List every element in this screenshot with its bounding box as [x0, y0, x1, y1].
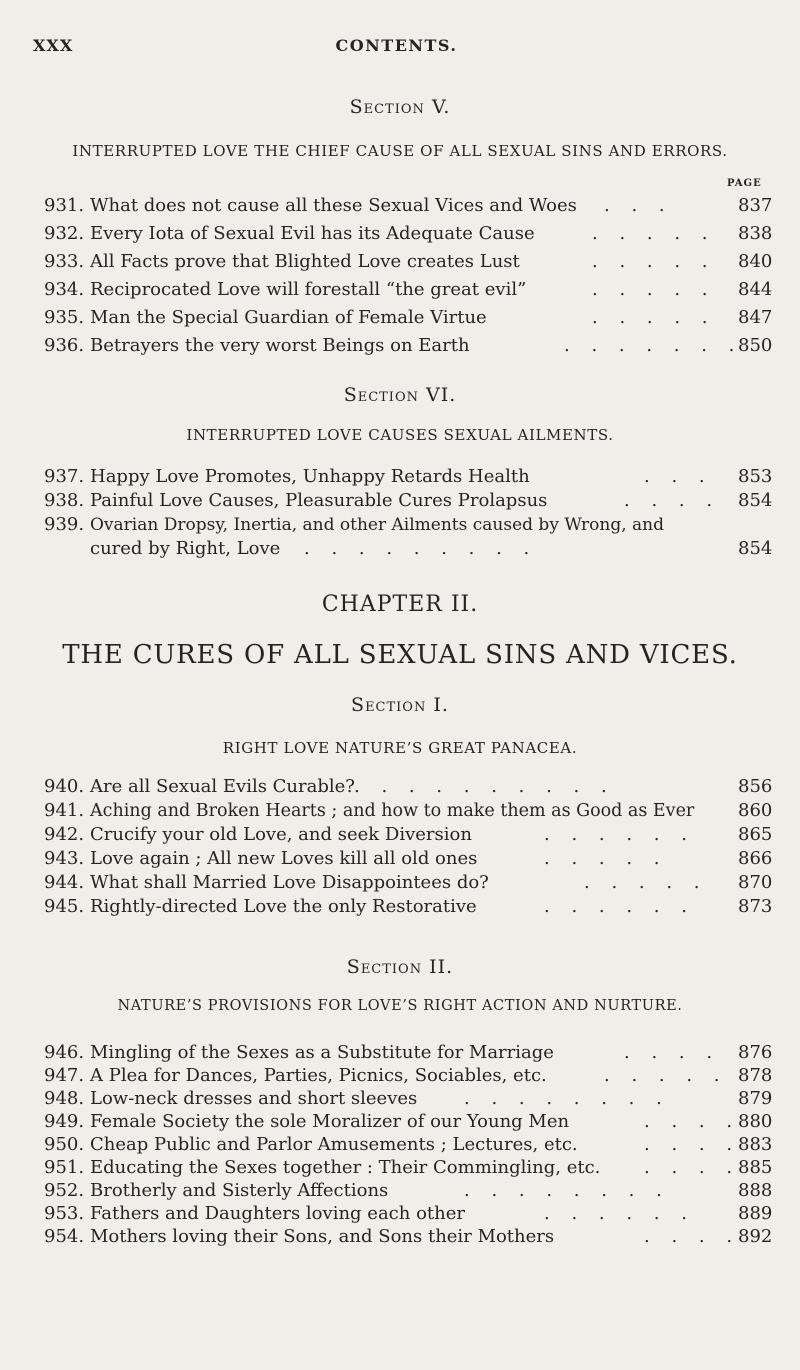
entry-title: Brotherly and Sisterly Affections [90, 1180, 389, 1201]
toc-entry[interactable] [44, 1134, 773, 1156]
toc-entry[interactable] [44, 896, 773, 918]
leader-dots: . . . . . . [544, 896, 695, 917]
toc-entry[interactable] [44, 1042, 773, 1064]
entry-page: 838 [738, 223, 773, 244]
toc-entry[interactable] [44, 335, 773, 357]
running-title: CONTENTS. [335, 36, 458, 55]
leader-dots: . . . . . [604, 1065, 728, 1086]
leader-dots: . . . . . . . . [464, 1088, 670, 1109]
toc-entry[interactable] [44, 824, 773, 846]
entry-number: 942. [44, 824, 85, 845]
entry-title: Ovarian Dropsy, Inertia, and other Ailments caused by Wrong, and [90, 515, 664, 535]
entry-title: What shall Married Love Disappointees do? [90, 872, 489, 893]
leader-dots: . . . . [644, 1157, 741, 1178]
entry-page: 866 [738, 848, 773, 869]
leader-dots: . . . . [624, 490, 721, 511]
section-i-title: Section I. [351, 694, 449, 716]
leader-dots: . . . . [624, 1042, 721, 1063]
entry-number: 951. [44, 1157, 85, 1178]
entry-number: 953. [44, 1203, 85, 1224]
entry-page: 870 [738, 872, 773, 893]
entry-number: 949. [44, 1111, 85, 1132]
entry-number: 938. [44, 490, 85, 511]
entry-title: Cheap Public and Parlor Amusements ; Lectures, etc. [90, 1134, 578, 1155]
entry-number: 943. [44, 848, 85, 869]
toc-entry[interactable] [44, 1088, 773, 1110]
page-header [33, 36, 760, 66]
entry-page: 880 [738, 1111, 773, 1132]
leader-dots: . . . . . . . . . [304, 538, 538, 559]
entry-title: What does not cause all these Sexual Vices and Woes [90, 195, 577, 216]
section-vi-title: Section VI. [343, 384, 457, 406]
entry-number: 937. [44, 466, 85, 487]
section-i-subtitle: RIGHT LOVE NATURE’S GREAT PANACEA. [222, 739, 578, 757]
entry-title: Educating the Sexes together : Their Commingling, etc. [90, 1157, 601, 1178]
entry-title: Mingling of the Sexes as a Substitute for Marriage [90, 1042, 554, 1063]
toc-entry[interactable] [44, 1180, 773, 1202]
entry-title: Crucify your old Love, and seek Diversion [90, 824, 472, 845]
entry-number: 941. [44, 800, 85, 821]
entry-page: 847 [738, 307, 773, 328]
page-column-label: PAGE [727, 178, 762, 189]
entry-title: Love again ; All new Loves kill all old ones [90, 848, 478, 869]
section-ii-title: Section II. [346, 956, 454, 978]
section-ii-subtitle: NATURE’S PROVISIONS FOR LOVE’S RIGHT ACTION AND NURTURE. [117, 998, 683, 1014]
leader-dots: . . . . . . [544, 824, 695, 845]
entry-number: 931. [44, 195, 85, 216]
leader-dots: . . . . [644, 1134, 741, 1155]
entry-title: Low-neck dresses and short sleeves [90, 1088, 418, 1109]
toc-entry-tail[interactable] [44, 538, 773, 560]
leader-dots: . . . . . [592, 223, 716, 244]
entry-number: 940. [44, 776, 85, 797]
section-vi-subtitle: INTERRUPTED LOVE CAUSES SEXUAL AILMENTS. [186, 426, 614, 444]
toc-entry[interactable] [44, 514, 770, 536]
entry-title: Man the Special Guardian of Female Virtue [90, 307, 487, 328]
chapter-label: CHAPTER II. [321, 592, 479, 617]
toc-entry[interactable] [44, 251, 773, 273]
entry-number: 932. [44, 223, 85, 244]
entry-page: 879 [738, 1088, 773, 1109]
entry-page: 876 [738, 1042, 773, 1063]
entry-page: 885 [738, 1157, 773, 1178]
entry-page: 865 [738, 824, 773, 845]
entry-title: Female Society the sole Moralizer of our Young Men [90, 1111, 570, 1132]
entry-number: 934. [44, 279, 85, 300]
toc-entry[interactable] [44, 1111, 773, 1133]
entry-page: 840 [738, 251, 773, 272]
entry-page: 844 [738, 279, 773, 300]
leader-dots: . . . . [644, 1111, 741, 1132]
entry-title: Betrayers the very worst Beings on Earth [90, 335, 470, 356]
entry-title: Are all Sexual Evils Curable? [90, 776, 355, 797]
entry-number: 936. [44, 335, 85, 356]
entry-page: 860 [738, 800, 773, 821]
entry-page: 853 [738, 466, 773, 487]
entry-number: 948. [44, 1088, 85, 1109]
leader-dots: . . . . . [584, 872, 708, 893]
entry-number: 939. [44, 514, 85, 535]
section-v-subtitle: INTERRUPTED LOVE THE CHIEF CAUSE OF ALL SEXUAL SINS AND ERRORS. [72, 142, 728, 160]
leader-dots: . . . . [644, 1226, 741, 1247]
toc-entry[interactable] [44, 1065, 773, 1087]
entry-title: Painful Love Causes, Pleasurable Cures Prolapsus [90, 490, 548, 511]
leader-dots: . . . . . . [544, 1203, 695, 1224]
section-v-title: Section V. [349, 96, 451, 118]
entry-page: 892 [738, 1226, 773, 1247]
toc-entry[interactable] [44, 1203, 773, 1225]
entry-title: Aching and Broken Hearts ; and how to make them as Good as Ever [90, 801, 695, 821]
entry-number: 952. [44, 1180, 85, 1201]
toc-entry[interactable] [44, 776, 773, 798]
entry-page: 883 [738, 1134, 773, 1155]
entry-page: 888 [738, 1180, 773, 1201]
leader-dots: . . . [604, 195, 673, 216]
entry-page: 856 [738, 776, 773, 797]
entry-number: 947. [44, 1065, 85, 1086]
entry-number: 945. [44, 896, 85, 917]
toc-entry[interactable] [44, 223, 773, 245]
leader-dots: . . . . . [592, 307, 716, 328]
entry-page: 854 [738, 538, 773, 559]
entry-title: Fathers and Daughters loving each other [90, 1203, 465, 1224]
toc-entry[interactable] [44, 848, 773, 870]
entry-page: 850 [738, 335, 773, 356]
entry-title: Reciprocated Love will forestall “the great evil” [90, 279, 527, 300]
entry-continuation: cured by Right, Love [90, 538, 281, 559]
chapter-title: THE CURES OF ALL SEXUAL SINS AND VICES. [62, 640, 738, 670]
entry-page: 889 [738, 1203, 773, 1224]
entry-title: Mothers loving their Sons, and Sons their Mothers [90, 1226, 555, 1247]
leader-dots: . . . . . . . . [464, 1180, 670, 1201]
leader-dots: . . . . . . . . . . [354, 776, 615, 797]
toc-entry[interactable] [44, 279, 773, 301]
entry-number: 935. [44, 307, 85, 328]
entry-page: 878 [738, 1065, 773, 1086]
leader-dots: . . . . . [544, 848, 668, 869]
toc-entry[interactable] [44, 1157, 773, 1179]
entry-title: Every Iota of Sexual Evil has its Adequate Cause [90, 223, 535, 244]
toc-entry[interactable] [44, 307, 773, 329]
leader-dots: . . . [644, 466, 713, 487]
entry-title: All Facts prove that Blighted Love creates Lust [90, 251, 520, 272]
entry-page: 873 [738, 896, 773, 917]
toc-entry[interactable] [44, 466, 773, 488]
entry-number: 944. [44, 872, 85, 893]
toc-entry[interactable] [44, 872, 773, 894]
leader-dots: . . . . . . . [564, 335, 743, 356]
leader-dots: . . . . . [592, 279, 716, 300]
toc-entry[interactable] [44, 195, 773, 217]
entry-page: 837 [738, 195, 773, 216]
toc-entry[interactable] [44, 800, 773, 822]
entry-number: 954. [44, 1226, 85, 1247]
entry-title: A Plea for Dances, Parties, Picnics, Sociables, etc. [90, 1065, 547, 1086]
entry-page: 854 [738, 490, 773, 511]
toc-entry[interactable] [44, 490, 773, 512]
entry-title: Happy Love Promotes, Unhappy Retards Health [90, 466, 530, 487]
entry-number: 950. [44, 1134, 85, 1155]
leader-dots: . . . . . [592, 251, 716, 272]
entry-number: 933. [44, 251, 85, 272]
entry-number: 946. [44, 1042, 85, 1063]
page-number: XXX [33, 36, 74, 55]
entry-title: Rightly-directed Love the only Restorative [90, 896, 477, 917]
toc-entry[interactable] [44, 1226, 773, 1248]
